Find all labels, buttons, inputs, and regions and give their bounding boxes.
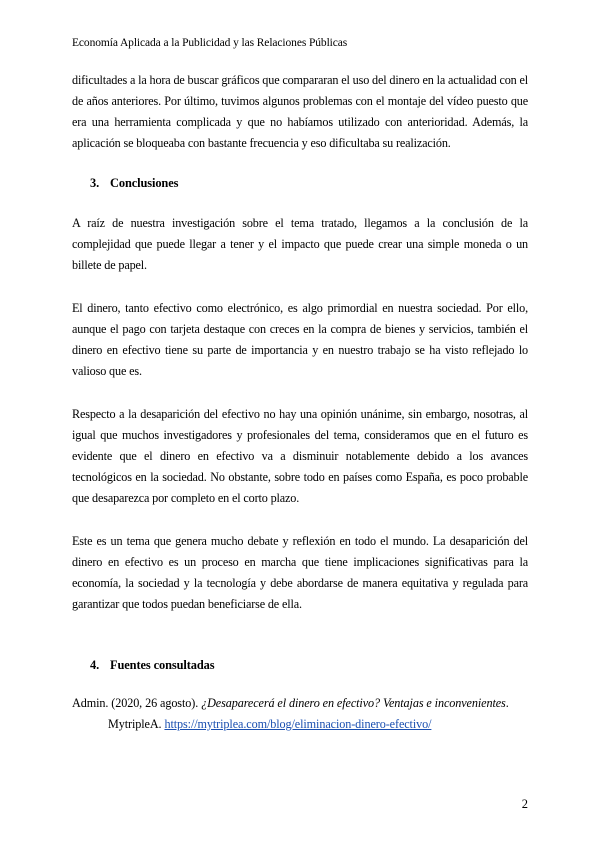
document-body [72,70,528,735]
page-number: 2 [521,797,528,811]
paragraph-conclusion-3: Respecto a la desaparición del efectivo no hay una opinión unánime, sin embargo, nosotras, al igual que muchos investigadores y profesionales del tema, consideramos que en el futuro es evidente que el dinero en efectivo va a disminuir notablemente debido a los avances tecnológicos en la sociedad. No obstante, sobre todo en países como España, es poco probable que desaparezca por completo en el corto plazo. [72,407,528,505]
reference-publisher: . MytripleA. [108,696,509,731]
section-title: Conclusiones [110,176,179,190]
paragraph-intro: dificultades a la hora de buscar gráficos que compararan el uso del dinero en la actualidad con el de años anteriores. Por último, tuvimos algunos problemas con el montaje del vídeo puesto que era una herramienta complicada y que no habíamos utilizado con anterioridad. Además, la aplicación se bloqueaba con bastante frecuencia y eso dificultaba su realización. [72,73,529,150]
reference-entry [72,693,528,735]
paragraph-conclusion-2: El dinero, tanto efectivo como electrónico, es algo primordial en nuestra sociedad. Por ello, aunque el pago con tarjeta destaque con creces en la compra de bienes y servicios, también el dinero en efectivo tiene su parte de importancia y en nuestro trabajo se ha visto reflejado lo valioso que es. [72,301,528,378]
reference-link[interactable]: https://mytriplea.com/blog/eliminacion-dinero-efectivo/ [164,717,432,731]
section-title: Fuentes consultadas [110,658,215,672]
paragraph-conclusion-4: Este es un tema que genera mucho debate y reflexión en todo el mundo. La desaparición del dinero en efectivo es un proceso en marcha que tiene implicaciones significativas para la economía, la sociedad y la tecnología y debe abordarse de manera equitativa y regulada para garantizar que todos puedan beneficiarse de ella. [72,534,528,611]
reference-title: ¿Desaparecerá el dinero en efectivo? Ventajas e inconvenientes [201,696,506,710]
running-header: Economía Aplicada a la Publicidad y las Relaciones Públicas [72,37,348,49]
section-heading-sources [72,655,528,676]
section-number: 4. [90,658,100,672]
section-number: 3. [90,176,100,190]
section-heading-conclusions [72,173,528,194]
paragraph-conclusion-1: A raíz de nuestra investigación sobre el tema tratado, llegamos a la conclusión de la complejidad que puede llegar a tener y el impacto que puede crear una simple moneda o un billete de papel. [72,216,528,272]
reference-lead: Admin. (2020, 26 agosto). [72,696,202,710]
